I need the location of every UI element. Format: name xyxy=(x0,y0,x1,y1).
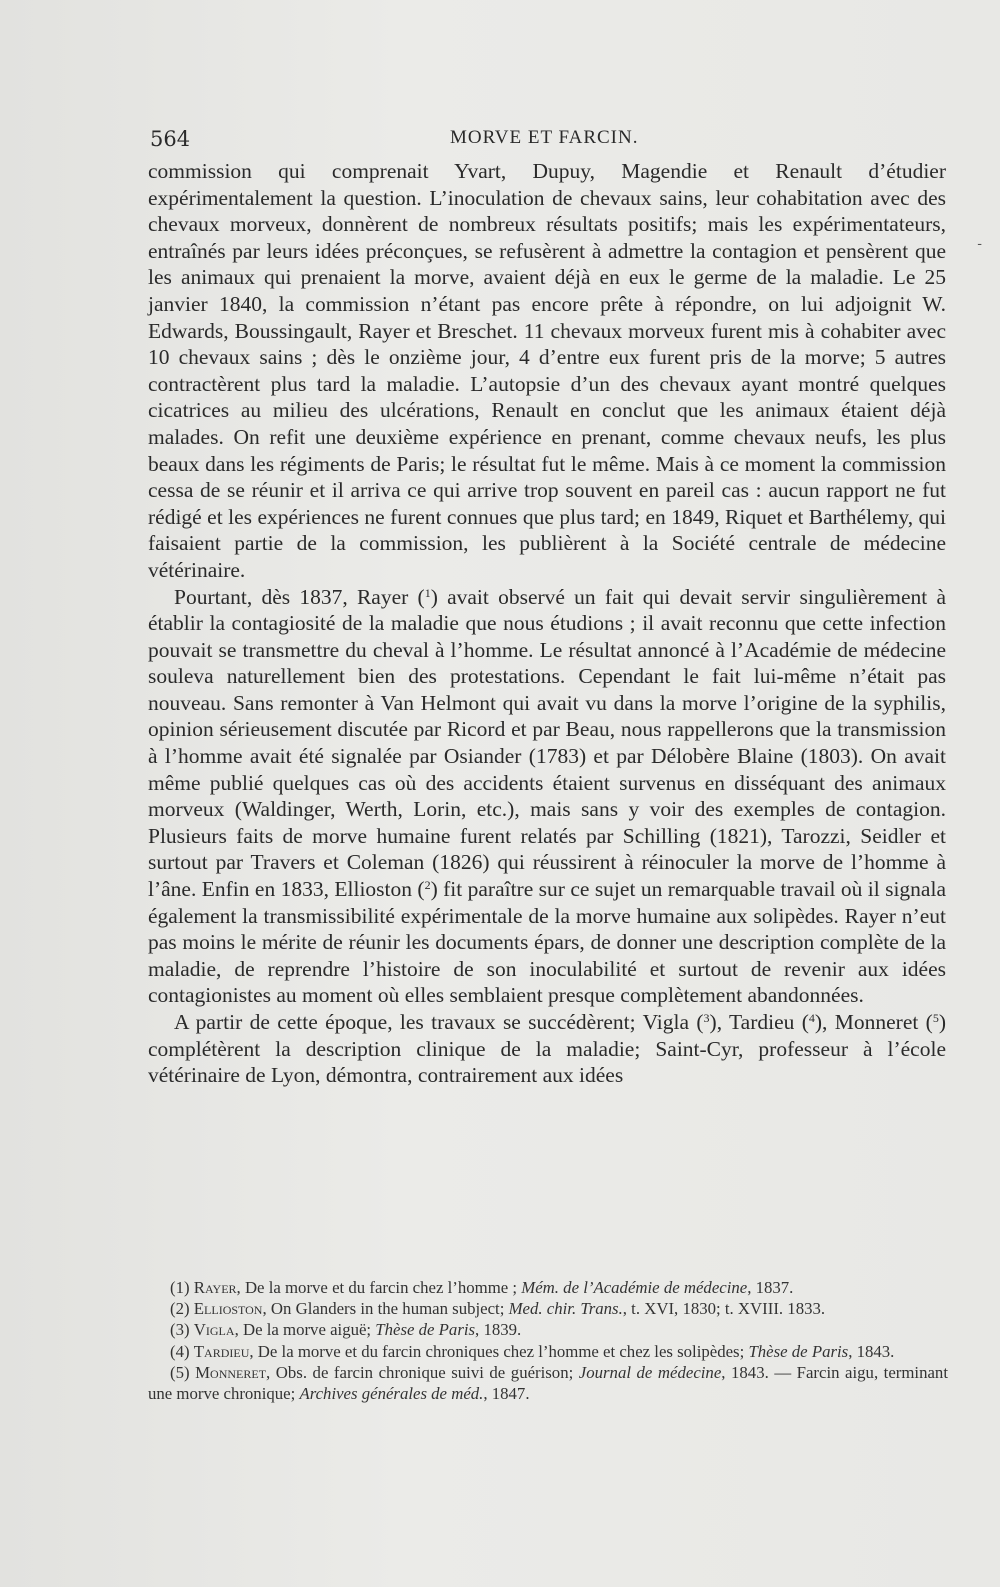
footnote-text: , 1847. xyxy=(483,1384,530,1404)
footnote-number: (1) xyxy=(170,1278,190,1297)
text-run: ), Tardieu ( xyxy=(709,1010,809,1034)
footnote-5 xyxy=(148,1362,948,1404)
paragraph-3 xyxy=(148,1009,946,1089)
footnote-text: , 1843. xyxy=(848,1341,895,1361)
page-header xyxy=(150,127,945,157)
footnote-author: Vigla xyxy=(193,1320,235,1340)
text-run: ) complétèrent la description clinique de la maladie; Saint-Cyr, professeur à l’école vétérinaire de Lyon, démontra, contrairement aux idées xyxy=(148,1010,947,1088)
footnote-text: , t. XVI, 1830; t. XVIII. 1833. xyxy=(622,1299,826,1319)
footnote-journal: Journal de médecine xyxy=(578,1362,722,1382)
footnote-author: Tardieu xyxy=(193,1341,250,1361)
text-run: ) avait observé un fait qui devait servir singulièrement à établir la contagiosité de la maladie que nous étudions ; il avait reconnu que cette infection pouvait se transmettre du cheval à l’homme. Le résultat annoncé à l’Académie de médecine souleva naturellement bien des protestations. Cependant le fait lui-même n’était pas nouveau. Sans remonter à Van Helmont qui avait vu dans la morve l’origine de la syphilis, opinion sérieusement discutée par Ricord et par Beau, nous rappellerons que la transmission à l’homme avait été signalée par Osiander (1783) et par Délobère Blaine (1803). On avait même publié quelques cas où des accidents étaient survenus en disséquant des animaux morveux (Waldinger, Werth, Lorin, etc.), mais sans y voir des exemples de contagion. Plusieurs faits de morve humaine furent relatés par Schilling (1821), Tarozzi, Seidler et surtout par Travers et Coleman (1826) qui réussirent à réinoculer la morve de l’homme à l’âne. Enfin en 1833, Ellioston ( xyxy=(148,584,946,902)
text-run: ) fit paraître sur ce sujet un remarquable travail où il signala également la transmissibilité expérimentale de la morve humaine aux solipèdes. Rayer n’eut pas moins le mérite de réunir les documents épars, de donner une description complète de la maladie, de reprendre l’histoire de son inoculabilité et surtout de revenir aux idées contagionistes au moment où elles semblaient presque complètement abandonnées. xyxy=(148,877,946,1008)
page-number: 564 xyxy=(150,127,191,151)
footnote-text: , On Glanders in the human subject; xyxy=(262,1299,509,1319)
margin-mark: - xyxy=(977,236,982,252)
footnote-ref-5[interactable]: 5 xyxy=(932,1011,939,1025)
footnote-journal: Mém. de l’Académie de médecine xyxy=(521,1278,748,1297)
footnote-text: , 1837. xyxy=(747,1278,794,1297)
footnote-text: , De la morve et du farcin chez l’homme ; xyxy=(236,1278,522,1297)
footnote-journal: Thèse de Paris xyxy=(748,1341,849,1361)
text-run: ), Monneret ( xyxy=(814,1010,933,1034)
footnote-text: , 1839. xyxy=(475,1320,522,1340)
text-run: A partir de cette époque, les travaux se succédèrent; Vigla ( xyxy=(174,1010,704,1034)
footnote-4 xyxy=(148,1341,948,1362)
paragraph-2 xyxy=(148,584,946,1010)
footnote-author: Monneret xyxy=(195,1362,267,1382)
footnote-3 xyxy=(148,1319,948,1340)
footnote-number: (3) xyxy=(170,1320,190,1340)
footnote-author: Ellioston xyxy=(193,1299,263,1319)
body-text xyxy=(148,158,946,1089)
footnote-ref-4[interactable]: 4 xyxy=(808,1011,815,1025)
footnote-ref-2[interactable]: 2 xyxy=(424,878,431,893)
footnote-ref-3[interactable]: 3 xyxy=(703,1011,710,1025)
footnotes xyxy=(148,1277,948,1404)
footnote-journal: Thèse de Paris xyxy=(375,1320,476,1340)
footnote-journal: Med. chir. Trans. xyxy=(508,1299,623,1319)
footnote-number: (5) xyxy=(170,1362,190,1382)
footnote-text: , 1843. — Farcin aigu, terminant une morve chronique; xyxy=(148,1362,948,1404)
footnote-2 xyxy=(148,1298,948,1319)
footnote-text: , De la morve et du farcin chroniques chez l’homme et chez les solipèdes; xyxy=(249,1341,749,1361)
footnote-journal: Archives générales de méd. xyxy=(299,1384,484,1404)
paragraph-1: commission qui comprenait Yvart, Dupuy, Magendie et Renault d’étudier expérimentalement la question. L’inoculation de chevaux sains, leur cohabitation avec des chevaux morveux, donnèrent de nombreux résultats positifs; mais les expérimentateurs, entraînés par leurs idées préconçues, se refusèrent à admettre la contagion et pensèrent que les animaux qui prenaient la morve, avaient déjà en eux le germe de la maladie. Le 25 janvier 1840, la commission n’étant pas encore prête à répondre, on lui adjoignit W. Edwards, Boussingault, Rayer et Breschet. 11 chevaux morveux furent mis à cohabiter avec 10 chevaux sains ; dès le onzième jour, 4 d’entre eux furent pris de la morve; 5 autres contractèrent plus tard la maladie. L’autopsie d’un des chevaux ayant montré quelques cicatrices au milieu des ulcérations, Renault en conclut que les animaux étaient déjà malades. On refit une deuxième expérience en prenant, comme chevaux neufs, les plus beaux dans les régiments de Paris; le résultat fut le même. Mais à ce moment la commission cessa de se réunir et il arriva ce qui arrive trop souvent en pareil cas : aucun rapport ne fut rédigé et les expériences ne furent connues que plus tard; en 1849, Riquet et Barthélemy, qui faisaient partie de la commission, les publièrent à la Société centrale de médecine vétérinaire. xyxy=(148,159,946,582)
footnote-1 xyxy=(148,1277,948,1298)
footnote-text: , De la morve aiguë; xyxy=(234,1320,376,1340)
footnote-ref-1[interactable]: 1 xyxy=(424,585,431,600)
footnote-author: Rayer xyxy=(193,1278,237,1297)
running-title: MORVE ET FARCIN. xyxy=(450,127,639,148)
footnote-text: , Obs. de farcin chronique suivi de guérison; xyxy=(266,1362,579,1382)
footnote-number: (4) xyxy=(170,1341,190,1361)
text-run: Pourtant, dès 1837, Rayer ( xyxy=(174,584,425,609)
footnote-number: (2) xyxy=(170,1299,190,1319)
